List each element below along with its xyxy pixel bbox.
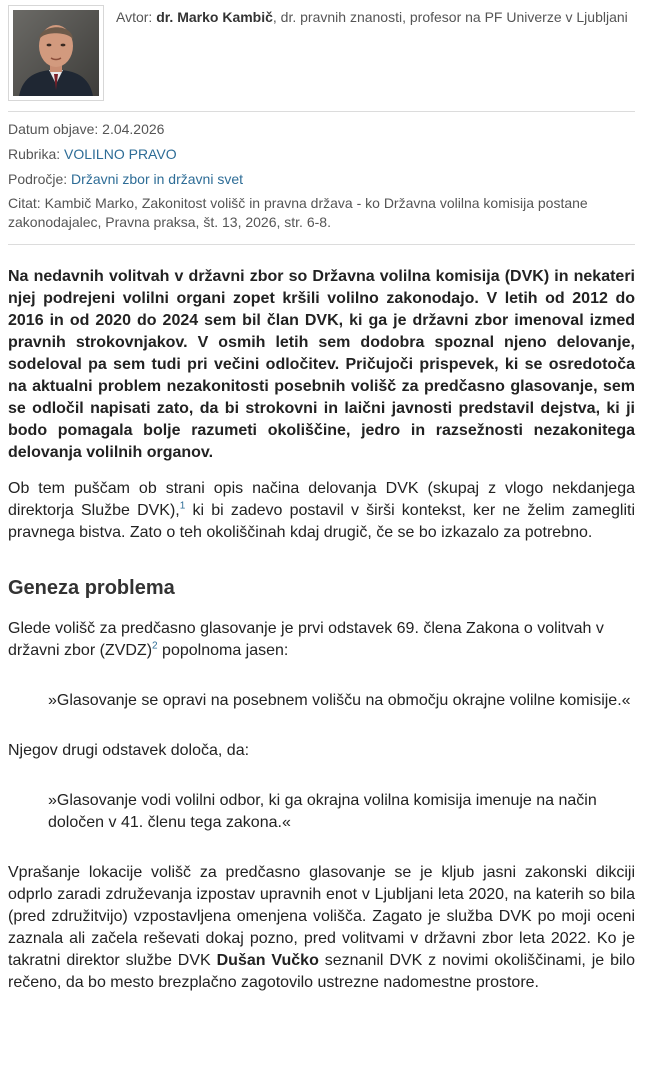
rubric-label: Rubrika: xyxy=(8,146,61,162)
paragraph-3: Njegov drugi odstavek določa, da: xyxy=(8,742,250,759)
area-label: Področje: xyxy=(8,171,68,187)
author-info xyxy=(116,5,628,27)
author-photo-image xyxy=(13,10,99,96)
paragraph-2-part-b: popolnoma jasen: xyxy=(157,642,289,659)
date-label: Datum objave: xyxy=(8,121,99,137)
paragraph-2 xyxy=(8,618,635,662)
person-name: Dušan Vučko xyxy=(216,952,319,969)
date-value: 2.04.2026 xyxy=(102,121,165,137)
paragraph-4-part-b: seznanil DVK z novimi okoliščinami, je bilo rečeno, da bo mesto brezplačno zagotovilo ustrezne nadomestne prostore. xyxy=(8,952,635,991)
paragraph-1 xyxy=(8,478,635,544)
paragraph-1-part-a: Ob tem puščam ob strani opis načina delovanja DVK (skupaj z vlogo nekdanjega direktorja Službe DVK), xyxy=(8,480,635,519)
author-label: Avtor: xyxy=(116,9,153,25)
meta-area xyxy=(8,169,635,189)
meta-date xyxy=(8,119,635,139)
paragraph-1-part-b: ki bi zadevo postavil v širši kontekst, ker ne želim zamegliti pravnega bistva. Zato o teh okoliščinah kdaj drugič, če se bo izkazalo za potrebno. xyxy=(8,502,635,541)
article-meta xyxy=(8,112,635,232)
author-box xyxy=(8,0,635,105)
paragraph-4-part-a: Vprašanje lokacije volišč za predčasno glasovanje se je kljub jasni zakonski dikciji odprlo zaradi združevanja izpostav upravnih enot v Ljubljani leta 2020, na katerih so bila (pred združitvijo) vzpostavljena omenjena volišča. Zagato je služba DVK po moji oceni zaznala ali začela reševati dokaj pozno, pred volitvami v državni zbor leta 2022. Ko je takratni direktor službe DVK xyxy=(8,864,635,969)
area-link[interactable]: Državni zbor in državni svet xyxy=(71,171,243,187)
section-heading: Geneza problema xyxy=(8,577,175,599)
divider-bottom xyxy=(8,244,635,245)
article-body xyxy=(8,266,635,994)
author-photo xyxy=(8,5,104,101)
footnote-ref-1[interactable]: 1 xyxy=(179,500,186,512)
cite-label: Citat: xyxy=(8,195,41,211)
article-lead: Na nedavnih volitvah v državni zbor so Državna volilna komisija (DVK) in nekateri njej podrejeni volilni organi zopet kršili volilno zakonodajo. V letih od 2012 do 2016 in od 2020 do 2024 sem bil član DVK, ki ga je državni zbor imenoval izmed pravnih strokovnjakov. V osmih letih sem dodobra spoznal njeno delovanje, sodeloval pa sem tudi pri večini odločitev. Pričujoči prispevek, ki se osredotoča na aktualni problem nezakonitosti posebnih volišč za predčasno glasovanje, sem se odločil napisati zato, da bi strokovni in laični javnosti predstavil dejstva, ki ji bodo pomagala bolje razumeti okoliščine, jedro in razsežnosti nezakonitega delovanja volilnih organov. xyxy=(8,268,635,461)
author-name: dr. Marko Kambič xyxy=(156,9,273,25)
meta-rubric xyxy=(8,144,635,164)
paragraph-2-part-a: Glede volišč za predčasno glasovanje je prvi odstavek 69. člena Zakona o volitvah v državni zbor (ZVDZ) xyxy=(8,620,604,659)
footnote-ref-2[interactable]: 2 xyxy=(152,640,158,652)
author-description: , dr. pravnih znanosti, profesor na PF Univerze v Ljubljani xyxy=(272,9,628,25)
cite-value: Kambič Marko, Zakonitost volišč in pravna država - ko Državna volilna komisija postane zakonodajalec, Pravna praksa, št. 13, 2026, str. 6-8. xyxy=(8,195,588,230)
rubric-link[interactable]: VOLILNO PRAVO xyxy=(64,146,177,162)
quote-1: »Glasovanje se opravi na posebnem volišču na območju okrajne volilne komisije.« xyxy=(48,692,631,709)
meta-citation xyxy=(8,194,635,232)
paragraph-4 xyxy=(8,862,635,994)
quote-2: »Glasovanje vodi volilni odbor, ki ga okrajna volilna komisija imenuje na način določen v 41. členu tega zakona.« xyxy=(48,792,597,831)
